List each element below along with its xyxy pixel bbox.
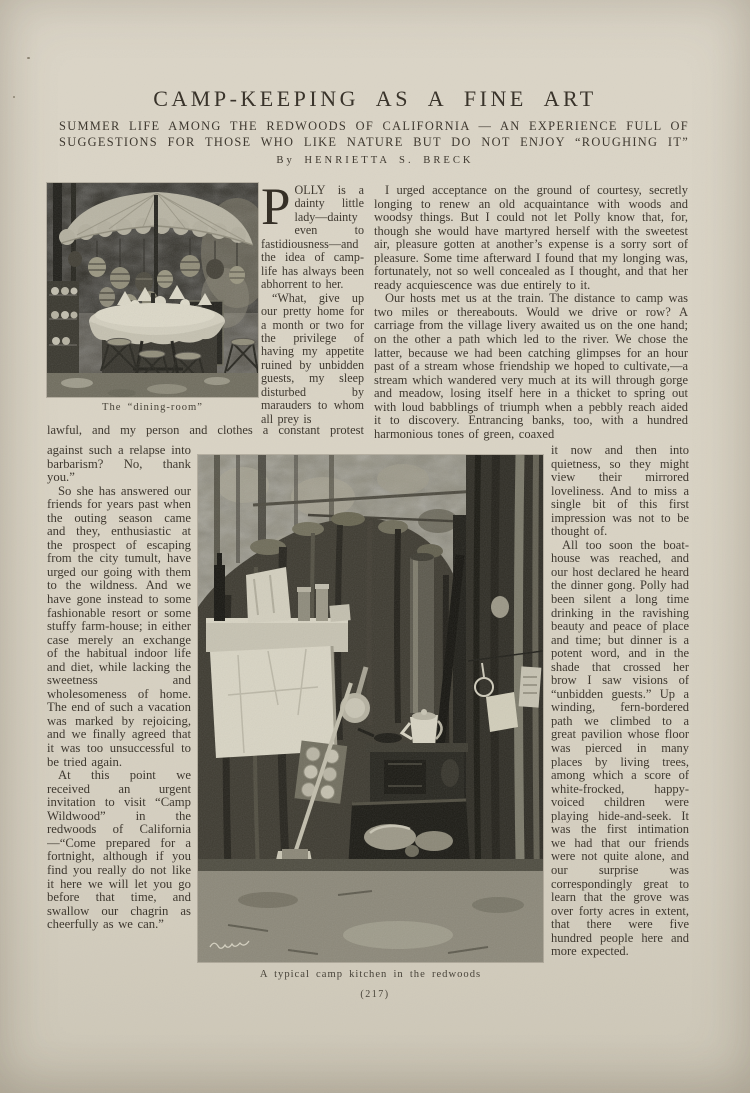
bridge-line: lawful, and my person and clothes a constant protest — [47, 423, 364, 437]
camp-kitchen-photo — [198, 455, 543, 962]
paragraph: All too soon the boat-house was reached, and our host declared he heard the dinner gong. Polly had been silent a long time drinking in the ravishing beauty and peace of place and time; but dinner is a potent word, and in the shade that crossed her brow I saw visions of “unbidden guests.” Up a winding, fern-bordered path we climbed to a great pavilion whose floor was pierced in many places by living trees, among which a score of white-frocked, happy-voiced children were playing hide-and-seek. It was the first intimation we had that our friends were not quite alone, and our surprise was correspondingly great to learn that the grove was over forty acres in extent, that there were five hundred people here and more expected. — [551, 537, 689, 959]
article-subtitle — [59, 119, 689, 150]
page-number: (217) — [360, 989, 390, 1000]
paragraph: against such a relapse into barbarism? No, thank you.” — [47, 444, 191, 485]
dining-room-photo-art — [47, 183, 258, 397]
drop-cap: P — [261, 184, 291, 236]
paragraph: So she has answered our friends for years past when the outing season came and they, enthusiastic at the prospect of escaping from the city tumult, have urged our going with them to the wildness. And we have gone instead to some fashionable resort or some stuffy farm-house; in either case merely an exchange of the habitual indoor life and diet, while lacking the sweetness and wholesomeness of home. The end of such a vacation was marked by rejoicing, and we finally agreed that it was too unsuccessful to be tried again. — [47, 483, 191, 769]
lead-column — [261, 184, 364, 431]
paragraph: it now and then into quietness, so they might view their mirrored loveliness. And to miss a single bit of this first impression was not to be thought of. — [551, 444, 689, 539]
right-narrow-column — [551, 444, 689, 984]
paragraph: I urged acceptance on the ground of courtesy, secretly longing to renew an old acquaintance with woods and woodsy things. But I could not let Polly know that, for, though she would have martyred herself with the sweetest air, pleasure gotten at another’s expense is a sorry sort of pleasure. Some time afterward I found that my longing was, fortunately, not so well concealed as I thought, and that her ready acquiescence was due entirely to it. — [374, 184, 688, 292]
subtitle-line-1: SUMMER LIFE AMONG THE REDWOODS OF CALIFORNIA — AN EXPERIENCE FULL OF — [59, 119, 689, 133]
camp-kitchen-photo-art — [198, 455, 543, 962]
lead-paragraph — [261, 184, 364, 292]
dining-room-caption: The “dining-room” — [102, 402, 203, 413]
paragraph: At this point we received an urgent invitation to visit “Camp Wildwood” in the redwoods of California—“Come prepared for a fortnight, although if you find you really do not like it here we will let you go before that time, and swallow our chagrin as cheerfully as we can.” — [47, 768, 191, 932]
subtitle-line-2: SUGGESTIONS FOR THOSE WHO LIKE NATURE BUT DO NOT ENJOY “ROUGHING IT” — [59, 134, 689, 149]
polly-quote-paragraph: “What, give up our pretty home for a month or two for the privilege of having my appetite ruined by unbidden guests, my sleep disturbed by marauders to whom all prey is — [261, 290, 364, 426]
paper-speck — [27, 57, 30, 59]
camp-kitchen-caption: A typical camp kitchen in the redwoods — [259, 969, 482, 980]
paragraph: Our hosts met us at the train. The distance to camp was two miles or thereabouts. Would we drive or row? A carriage from the village livery awaited us on the one hand; on the other a path which led to the river. We chose the latter, because we had been catching glimpses for an hour past of a stream whose friendship we hoped to cultivate,—a stream which wandered very much at its will through gorge and meadow, losing itself here in a thicket to spring out with loud babblings of triumph when a pebbly reach aided it to discovery. Entrancing banks, too, with a hundred harmonious tones of green, coaxed — [374, 291, 688, 441]
right-column — [374, 184, 688, 444]
lead-opening-text: OLLY is a dainty little lady—dainty even to fastidiousness—and the idea of camp-life has always been abhorrent to her. — [261, 184, 364, 292]
dining-room-photo — [47, 183, 258, 397]
byline: By HENRIETTA S. BRECK — [276, 155, 474, 166]
page-title: CAMP-KEEPING AS A FINE ART — [153, 86, 597, 111]
left-narrow-column — [47, 444, 191, 994]
